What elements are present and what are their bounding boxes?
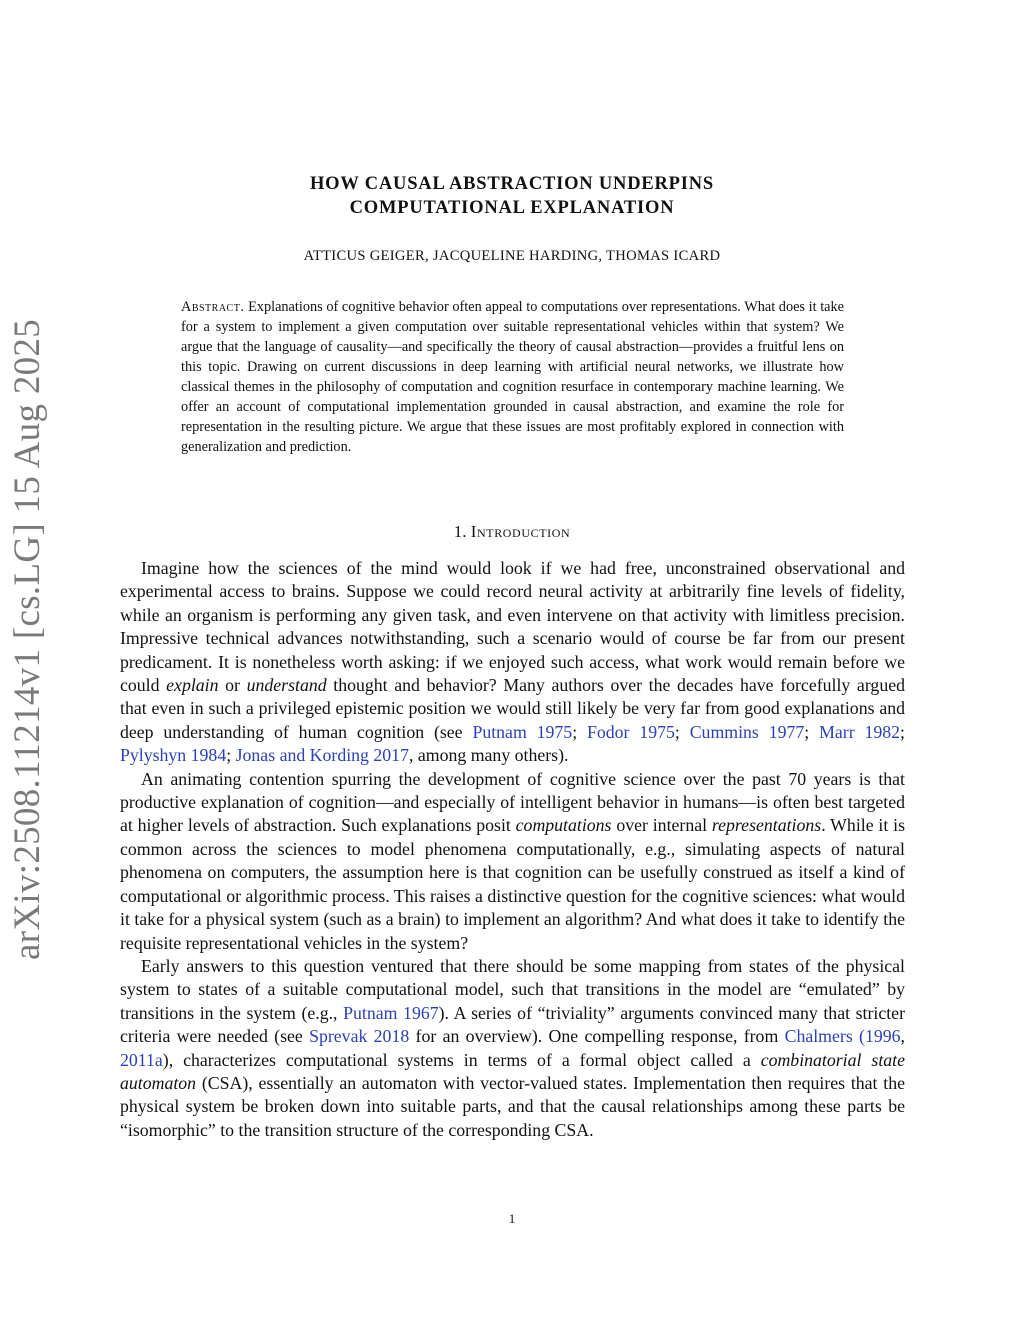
text-run: . While it is common across the sciences to model phenomena computationally, e.g., simulating aspects of natural phenomena on computers, the assumption here is that cognition can be usefully construed as itself a kind of computational or algorithmic process. This raises a distinctive question for the cognitive sciences: what would it take for a physical system (such as a brain) to implement an algorithm? And what does it take to identify the requisite representational vehicles in the system? — [120, 815, 905, 953]
emphasis: computations — [515, 815, 612, 836]
abstract — [181, 297, 844, 457]
text-run: ; — [226, 745, 236, 766]
abstract-label: Abstract. — [181, 299, 245, 315]
section-title: Introduction — [470, 522, 571, 541]
citation-link[interactable]: Cummins 1977 — [689, 721, 805, 742]
paper-title-line-1: HOW CAUSAL ABSTRACTION UNDERPINS — [309, 174, 715, 194]
text-run: ), characterizes computational systems in terms of a formal object called a — [162, 1049, 761, 1070]
citation-link[interactable]: 2011a — [120, 1049, 163, 1070]
text-run: ; — [804, 721, 820, 742]
paper-title — [0, 172, 1024, 220]
text-run: ; — [674, 721, 690, 742]
text-run: for an overview). One compelling response, from — [409, 1026, 785, 1047]
citation-link[interactable]: Putnam 1975 — [472, 721, 573, 742]
author-list: ATTICUS GEIGER, JACQUELINE HARDING, THOMAS ICARD — [303, 248, 721, 264]
page-number: 1 — [508, 1211, 516, 1226]
text-run: ; — [900, 721, 905, 742]
emphasis: representations — [711, 815, 822, 836]
body-text — [120, 557, 905, 1142]
text-run: An animating contention spurring the development of cognitive science over the past 70 years is that productive explanation of cognition—and especially of intelligent behavior in humans—is often best targeted at higher levels of abstraction. Such explanations posit — [120, 768, 905, 836]
text-run: ; — [572, 721, 587, 742]
paragraph-1 — [120, 557, 905, 768]
section-heading — [0, 522, 1024, 542]
arxiv-identifier-stamp: arXiv:2508.11214v1 [cs.LG] 15 Aug 2025 — [7, 318, 48, 960]
paragraph-2 — [120, 768, 905, 955]
citation-link[interactable]: Pylyshyn 1984 — [120, 745, 227, 766]
citation-link[interactable]: Marr 1982 — [819, 721, 901, 742]
text-run: over internal — [611, 815, 712, 836]
emphasis: understand — [246, 675, 327, 696]
emphasis: explain — [166, 675, 219, 696]
section-number: 1. — [453, 522, 467, 541]
text-run: ). A series of “triviality” arguments convinced many that stricter criteria were needed (see — [120, 1002, 905, 1047]
paper-title-line-2: COMPUTATIONAL EXPLANATION — [349, 198, 675, 218]
text-run: Imagine how the sciences of the mind would look if we had free, unconstrained observational and experimental access to brains. Suppose we could record neural activity at arbitrarily fine levels of fidelity, while an organism is performing any given task, and even intervene on that activity with limitless precision. Impressive technical advances notwithstanding, such a scenario would of course be far from our present predicament. It is nonetheless worth asking: if we enjoyed such access, what work would remain before we could — [120, 558, 905, 696]
paragraph-3 — [120, 955, 905, 1142]
emphasis: combinatorial state automaton — [120, 1049, 905, 1093]
citation-link[interactable]: Fodor 1975 — [586, 721, 675, 742]
citation-link[interactable]: Sprevak 2018 — [309, 1026, 410, 1047]
citation-link[interactable]: Jonas and Kording 2017 — [235, 745, 409, 766]
text-run: , — [900, 1026, 905, 1047]
text-run: (CSA), essentially an automaton with vector-valued states. Implementation then requires that the physical system be broken down into suitable parts, and that the causal relationships among these parts be “isomorphic” to the transition structure of the corresponding CSA. — [120, 1072, 905, 1140]
text-run: or — [218, 675, 247, 696]
text-run: , among many others). — [408, 745, 569, 766]
text-run: Early answers to this question ventured that there should be some mapping from states of the physical system to states of a suitable computational model, such that transitions in the model are “emulated” by transitions in the system (e.g., — [120, 955, 905, 1023]
citation-link[interactable]: Chalmers (1996 — [784, 1026, 901, 1047]
text-run: thought and behavior? Many authors over the decades have forcefully argued that even in such a privileged epistemic position we would still likely be very far from good explanations and deep understanding of human cognition (see — [120, 675, 905, 742]
abstract-text: Explanations of cognitive behavior often appeal to computations over representations. What does it take for a system to implement a given computation over suitable representational vehicles within that system? We argue that the language of causality—and specifically the theory of causal abstraction—provides a fruitful lens on this topic. Drawing on current discussions in deep learning with artificial neural networks, we illustrate how classical themes in the philosophy of computation and cognition resurface in contemporary machine learning. We offer an account of computational implementation grounded in causal abstraction, and examine the role for representation in the resulting picture. We argue that these issues are most profitably explored in connection with generalization and prediction. — [181, 299, 845, 455]
citation-link[interactable]: Putnam 1967 — [343, 1002, 439, 1023]
